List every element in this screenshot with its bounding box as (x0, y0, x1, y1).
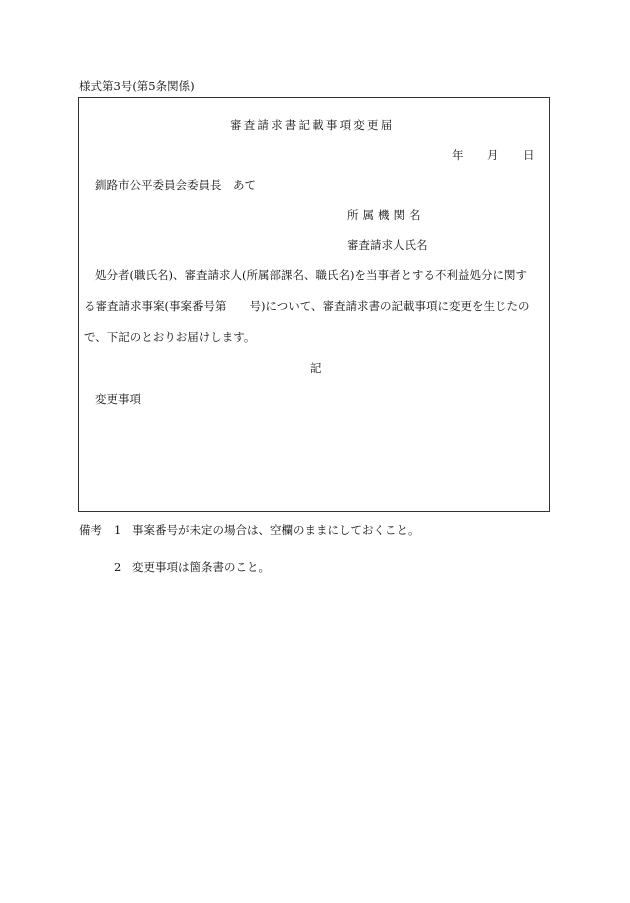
remarks-label: 備考 (79, 523, 102, 537)
remark-item-text: 変更事項は箇条書のこと。 (132, 560, 270, 574)
organization-name-label: 所属機関名 (347, 208, 425, 222)
form-title: 審査請求書記載事項変更届 (230, 118, 395, 132)
remark-item-number: 1 (114, 523, 122, 537)
date-year-label: 年 (452, 148, 464, 162)
form-number-heading: 様式第3号(第5条関係) (79, 79, 195, 93)
date-month-label: 月 (487, 148, 499, 162)
date-day-label: 日 (523, 148, 535, 162)
remark-item-text: 事案番号が未定の場合は、空欄のままにしておくこと。 (132, 523, 420, 537)
applicant-name-label: 審査請求人氏名 (347, 238, 428, 252)
body-text-line-3: で、下記のとおりお届けします。 (84, 330, 256, 344)
change-items-label: 変更事項 (95, 392, 141, 406)
addressee-line: 釧路市公平委員会委員長 あて (95, 178, 256, 192)
ki-heading: 記 (310, 361, 322, 375)
body-text-line-2: る審査請求事案(事案番号第 号)について、審査請求書の記載事項に変更を生じたの (84, 299, 530, 313)
body-text-line-1: 処分者(職氏名)、審査請求人(所属部課名、職氏名)を当事者とする不利益処分に関す (95, 268, 527, 282)
remark-item-number: 2 (114, 560, 122, 574)
